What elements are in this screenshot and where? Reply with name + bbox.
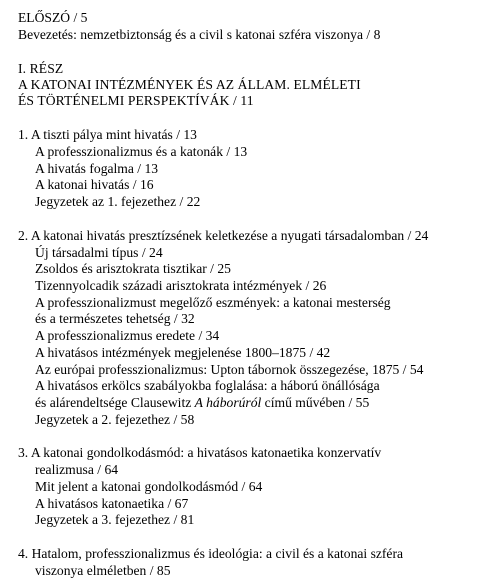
chapter-1-title: 1. A tiszti pálya mint hivatás / 13 — [18, 127, 197, 142]
chapter-4-title-line1: 4. Hatalom, professzionalizmus és ideológia: a civil és a katonai szféra — [18, 546, 404, 561]
toc-subentry: A professzionalizmust megelőző eszmények: a katonai mesterség — [35, 295, 391, 310]
toc-subentry: Tizennyolcadik századi arisztokrata intézmények / 26 — [35, 278, 327, 293]
clausewitz-text-post: című művében / 55 — [261, 395, 370, 410]
toc-entry-bevezetes: Bevezetés: nemzetbiztonság és a civil s katonai szféra viszonya / 8 — [18, 27, 381, 42]
book-title-italic: A háborúról — [194, 395, 262, 410]
chapter-2-title: 2. A katonai hivatás presztízsének keletkezése a nyugati társadalomban / 24 — [18, 228, 429, 243]
toc-subentry: Mit jelent a katonai gondolkodásmód / 64 — [35, 479, 263, 494]
toc-subentry: A professzionalizmus és a katonák / 13 — [35, 144, 248, 159]
part-title-line2: ÉS TÖRTÉNELMI PERSPEKTÍVÁK / 11 — [18, 93, 254, 108]
part-title-line1: A KATONAI INTÉZMÉNYEK ÉS AZ ÁLLAM. ELMÉLETI — [18, 77, 361, 92]
chapter-3-title-line2: realizmusa / 64 — [35, 462, 119, 477]
toc-subentry: Jegyzetek a 2. fejezethez / 58 — [35, 412, 195, 427]
clausewitz-text-pre: és alárendeltsége Clausewitz — [35, 395, 195, 410]
chapter-3-title-line1: 3. A katonai gondolkodásmód: a hivatásos katonaetika konzervatív — [18, 445, 382, 460]
toc-subentry: Zsoldos és arisztokrata tisztikar / 25 — [35, 261, 231, 276]
toc-subentry: A hivatásos erkölcs szabályokba foglalása: a háború önállósága — [35, 378, 380, 393]
toc-subentry-clausewitz — [35, 395, 369, 410]
toc-subentry: Új társadalmi típus / 24 — [35, 245, 163, 260]
chapter-4-title-line2: viszonya elméletben / 85 — [35, 563, 171, 578]
toc-subentry: A professzionalizmus eredete / 34 — [35, 328, 220, 343]
toc-subentry: Jegyzetek az 1. fejezethez / 22 — [35, 194, 201, 209]
toc-subentry: és a természetes tehetség / 32 — [35, 311, 195, 326]
toc-entry-elozo: ELŐSZÓ / 5 — [18, 10, 88, 25]
toc-subentry: Az európai professzionalizmus: Upton tábornok összegezése, 1875 / 54 — [35, 362, 424, 377]
toc-subentry: Jegyzetek a 3. fejezethez / 81 — [35, 512, 195, 527]
toc-subentry: A katonai hivatás / 16 — [35, 177, 154, 192]
toc-subentry: A hivatásos katonaetika / 67 — [35, 496, 189, 511]
part-label: I. RÉSZ — [18, 61, 64, 76]
toc-subentry: A hivatás fogalma / 13 — [35, 161, 159, 176]
toc-subentry: A hivatásos intézmények megjelenése 1800–1875 / 42 — [35, 345, 331, 360]
